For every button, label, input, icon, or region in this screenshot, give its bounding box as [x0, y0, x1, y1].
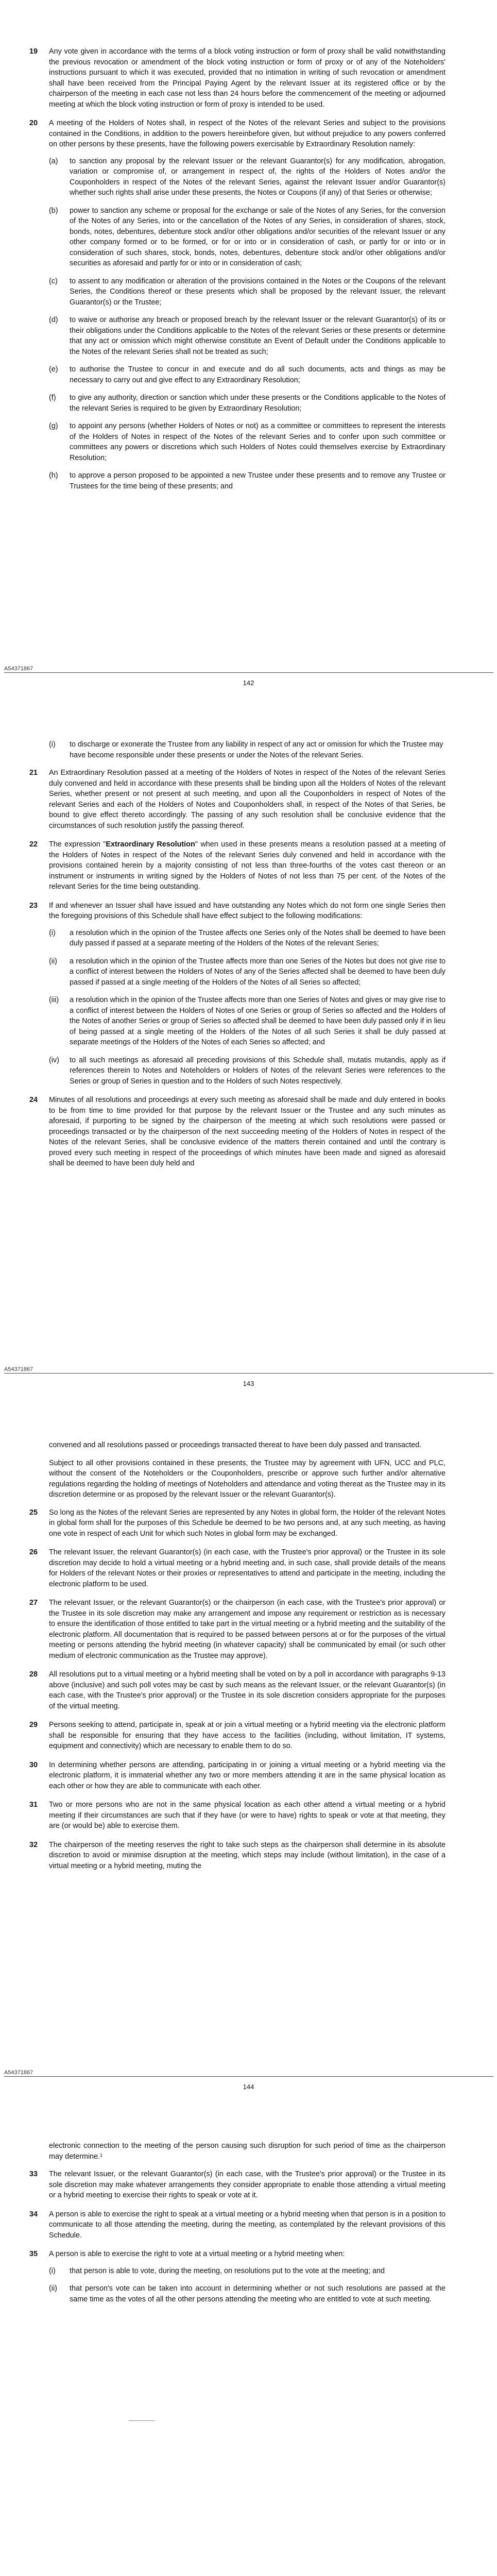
clause-28 — [29, 1669, 445, 1711]
page-145 — [0, 2112, 497, 2576]
clause-paragraph: If and whenever an Issuer shall have issued and have outstanding any Notes which do not form one single Series then the foregoing provisions of this Schedule shall have effect subject to the following modifications: — [49, 901, 445, 920]
sub-clause-d — [49, 315, 445, 357]
sub-clause-label: (ii) — [49, 2284, 57, 2293]
clause-number: 31 — [29, 1801, 38, 1809]
clause-29 — [29, 1720, 445, 1752]
sub-clause-text: a resolution which in the opinion of the Trustee affects more than one Series of Notes and gives or may give rise to a conflict of interest between the Holders of Notes of one Series or group of Series so affected and the Holders of the Notes of another Series or group of Series so affected shall be deemed to have been duly passed only if in lieu of being passed at a single meeting of the Holders of the Notes of all such Series it shall be duly passed at separate meetings of the Holders of the Notes of each Series so affected; and — [70, 996, 445, 1046]
clause-paragraph: The relevant Issuer, or the relevant Guarantor(s) (in each case, with the Trustee's prior approval) or the Trustee in its sole discretion may make whatever arrangements they consider appropriate to enable those attending a virtual meeting or a hybrid meeting to exercise their rights to speak or vote at it. — [49, 2170, 445, 2199]
clause-35 — [29, 2249, 445, 2304]
sub-clause-c — [49, 276, 445, 308]
sub-clause-label: (b) — [49, 206, 58, 215]
continued-paragraph: convened and all resolutions passed or proceedings transacted thereat to have been duly passed and transacted. — [49, 1441, 422, 1449]
clause-31 — [29, 1800, 445, 1832]
sub-clause-i — [49, 2266, 445, 2277]
clause-number: 25 — [29, 1508, 38, 1517]
sub-clause-i — [49, 928, 445, 949]
sub-clause-label: (f) — [49, 394, 56, 402]
sub-clause-text: to approve a person proposed to be appointed a new Trustee under these presents and to remove any Trustee or Trustees for the time being of these presents; and — [70, 471, 445, 490]
clause-paragraph: So long as the Notes of the relevant Series are represented by any Notes in global form, the Holder of the relevant Notes in global form shall for the purposes of this Schedule be deemed to be two persons and, at any such meeting, as having one vote in respect of each Unit for which such Notes in global form may be exchanged. — [49, 1508, 445, 1538]
page-143 — [0, 708, 497, 1412]
sub-clause-list — [49, 156, 445, 492]
clause-number: 34 — [29, 2210, 38, 2218]
clause-19 — [29, 46, 445, 110]
clause-paragraph: Two or more persons who are not in the same physical location as each other attend a virtual meeting or a hybrid meeting if their circumstances are such that if they have (or were to have) rights to speak or vote at that meeting, they are (or would be) able to exercise them. — [49, 1801, 445, 1830]
regulations-paragraph: Subject to all other provisions contained in these presents, the Trustee may by agreement with UFN, UCC and PLC, without the consent of the Noteholders or the Couponholders, prescribe or approve such further and/or alternative regulations regarding the holding of meetings of Noteholders and attendance and voting thereat as the Trustee may in its discretion determine or as proposed by the relevant Issuer or the relevant Guarantor(s). — [49, 1459, 445, 1499]
page-number: 142 — [243, 679, 254, 687]
page-footer-rule — [4, 672, 493, 673]
clause-26 — [29, 1547, 445, 1589]
sub-clause-label: (ii) — [49, 957, 57, 965]
sub-clause-e — [49, 364, 445, 385]
document-reference: A54371867 — [4, 666, 33, 672]
clause-20 — [29, 118, 445, 492]
page-number: 143 — [243, 1380, 254, 1387]
sub-clause-text: to authorise the Trustee to concur in and execute and do all such documents, acts and things as may be necessary to carry out and give effect to any Extraordinary Resolution; — [70, 365, 445, 384]
clause-number: 24 — [29, 1096, 38, 1104]
clause-21 — [29, 768, 445, 831]
clause-number: 23 — [29, 901, 38, 910]
sub-clause-label: (d) — [49, 316, 58, 324]
sub-clause-a — [49, 156, 445, 198]
clause-33 — [29, 2169, 445, 2201]
clause-number: 33 — [29, 2170, 38, 2178]
sub-clause-label: (iii) — [49, 996, 59, 1004]
document-reference: A54371867 — [4, 2070, 33, 2076]
clause-number: 22 — [29, 840, 38, 849]
sub-clause-f — [49, 393, 445, 414]
sub-clause-text: to all such meetings as aforesaid all preceding provisions of this Schedule shall, mutatis mutandis, apply as if references therein to Notes and Noteholders or Holders of Notes of the relevant Series were references to the Series or group of Series in question and to the Holders of such Notes respectively. — [70, 1056, 445, 1086]
page-144 — [0, 1412, 497, 2112]
page-footer-rule — [4, 2076, 493, 2077]
sub-clause-text: to waive or authorise any breach or proposed breach by the relevant Issuer or the relevant Guarantor(s) of its or their obligations under the Conditions applicable to the Notes of the relevant Series or these presents or determine that any act or omission which might otherwise constitute an Event of Default under the Conditions applicable to the Notes of the relevant Series shall not be treated as such; — [70, 316, 445, 356]
sub-clause-label: (i) — [49, 2266, 56, 2275]
sub-clause-text: to appoint any persons (whether Holders of Notes or not) as a committee or committees to represent the interests of the Holders of Notes in respect of the Notes of the relevant Series and to confer upon such committee or committees any powers or discretions which such Holders of Notes could themselves exercise by Extraordinary Resolution; — [70, 422, 445, 462]
sub-clause-label: (i) — [49, 928, 56, 937]
sub-clause-label: (c) — [49, 277, 58, 285]
sub-clause-label: (a) — [49, 157, 58, 165]
continued-sub-clause — [49, 739, 445, 760]
page-143-content — [0, 739, 497, 1177]
sub-clause-list — [49, 2266, 445, 2305]
sub-clause-text: that person is able to vote, during the meeting, on resolutions put to the vote at the meeting; and — [70, 2266, 385, 2275]
document-reference: A54371867 — [4, 1366, 33, 1372]
page-142 — [0, 0, 497, 708]
clause-paragraph: A person is able to exercise the right to speak at a virtual meeting or a hybrid meeting when that person is in a position to communicate to all those attending the meeting, during the meeting, as contemplated by the relevant provisions of this Schedule. — [49, 2210, 445, 2240]
clause-number: 30 — [29, 1760, 38, 1769]
page-number: 144 — [243, 2083, 254, 2091]
sub-clause-text: power to sanction any scheme or proposal for the exchange or sale of the Notes of any Series, for the conversion of the Notes of any Series, into or the cancellation of the Notes of any Series, in consideration of shares, stock, bonds, notes, debentures, debenture stock and/or other obligations and/or securities of the relevant Issuer or any other company formed or to be formed, or for or into or in consideration of cash, or partly for or into or in consideration of such shares, stock, bonds, notes, debentures, debenture stock and/or other obligations and/or securities as aforesaid and partly for or into or in consideration of cash; — [70, 206, 445, 267]
sub-clause-label: (g) — [49, 422, 58, 430]
clause-paragraph: Persons seeking to attend, participate in, speak at or join a virtual meeting or a hybrid meeting via the electronic platform shall be responsible for ensuring that they have access to the facilities (including, without limitation, IT systems, equipment and connectivity) which are necessary to enable them to do so. — [49, 1721, 445, 1750]
sub-clause-label: (e) — [49, 365, 58, 374]
clause-number: 26 — [29, 1548, 38, 1556]
clause-number: 28 — [29, 1670, 38, 1679]
clause-number: 27 — [29, 1599, 38, 1607]
page-footer-rule — [4, 1373, 493, 1374]
sub-clause-i — [49, 739, 445, 760]
sub-clause-g — [49, 421, 445, 463]
clause-32 — [29, 1840, 445, 1872]
clause-paragraph: A meeting of the Holders of Notes shall, in respect of the Notes of the relevant Series and subject to the provisions contained in the Conditions, in addition to the powers hereinbefore given, but without prejudice to any powers conferred on other persons by these presents, have the following powers exercisable by Extraordinary Resolution namely: — [49, 119, 445, 148]
clause-34 — [29, 2209, 445, 2241]
page-142-content — [0, 46, 497, 500]
sub-clause-h — [49, 470, 445, 492]
sub-clause-text: a resolution which in the opinion of the Trustee affects one Series only of the Notes shall be deemed to have been duly passed if passed at a separate meeting of the Holders of the Notes of the relevant Series; — [70, 928, 445, 947]
clause-paragraph: Minutes of all resolutions and proceedings at every such meeting as aforesaid shall be made and duly entered in books to be from time to time provided for that purpose by the relevant Issuer or the Trustee and any such minutes as aforesaid, if purporting to be signed by the chairperson of the meeting at which such resolutions were passed or proceedings transacted or by the chairperson of the next succeeding meeting of the Holders of Notes in respect of the Notes of the relevant Series, shall be conclusive evidence of the matters therein contained and until the contrary is proved every such meeting in respect of the proceedings of which minutes have been made and signed as aforesaid shall be deemed to have been duly held and — [49, 1096, 445, 1167]
clause-23 — [29, 901, 445, 1087]
clause-30 — [29, 1760, 445, 1792]
clause-number: 21 — [29, 769, 38, 777]
sub-clause-text: a resolution which in the opinion of the Trustee affects more than one Series of the Notes but does not give rise to a conflict of interest between the Holders of Notes of any of the Series affected shall be deemed to have been duly passed if passed at a single meeting of the Holders of the Notes of all Series so affected; — [70, 957, 445, 987]
clause-number: 32 — [29, 1840, 38, 1849]
sub-clause-text: that person's vote can be taken into account in determining whether or not such resolutions are passed at the same time as the votes of all the other persons attending the meeting who are entitled to vote at such meeting. — [70, 2284, 445, 2303]
clause-27 — [29, 1598, 445, 1661]
clause-22 — [29, 839, 446, 892]
sub-clause-label: (h) — [49, 471, 58, 480]
clause-paragraph: A person is able to exercise the right to vote at a virtual meeting or a hybrid meeting when: — [49, 2250, 345, 2258]
sub-clause-list — [49, 928, 445, 1087]
sub-clause-text: to give any authority, direction or sanction which under these presents or the Conditions applicable to the Notes of the relevant Series is required to be given by Extraordinary Resolution; — [70, 394, 445, 413]
continued-paragraph: electronic connection to the meeting of the person causing such disruption for such period of time as the chairperson may determine.¹ — [49, 2142, 445, 2161]
clause-paragraph: All resolutions put to a virtual meeting or a hybrid meeting shall be voted on by a poll in accordance with paragraphs 9-13 above (inclusive) and such poll votes may be cast by such means as the relevant Issuer, or the relevant Guarantor(s) (in each case, with the Trustee's prior approval) or the Trustee in its sole discretion considers appropriate for the purposes of the virtual meeting. — [49, 1670, 445, 1710]
page-145-content — [0, 2141, 497, 2313]
sub-clause-text: to sanction any proposal by the relevant Issuer or the relevant Guarantor(s) for any modification, abrogation, variation or compromise of, or arrangement in respect of, the rights of the Holders of Notes and/or the Couponholders in respect of the Notes of the relevant Series, against the relevant Issuer and/or Guarantor(s) whether such rights shall arise under these presents, the Notes or Coupons (if any) of that Series or otherwise; — [70, 157, 445, 197]
sub-clause-text: to assent to any modification or alteration of the provisions contained in the Notes or the Coupons of the relevant Series, the Conditions thereof or these presents which shall be proposed by the relevant Issuer, the relevant Guarantor(s) or the Trustee; — [70, 277, 445, 307]
clause-paragraph: In determining whether persons are attending, participating in or joining a virtual meeting or a hybrid meeting via the electronic platform, it is immaterial whether any two or more members attending it are in the same physical location as each other or how they are able to communicate with each other. — [49, 1760, 445, 1790]
clause-paragraph: The chairperson of the meeting reserves the right to take such steps as the chairperson shall determine in its absolute discretion to avoid or minimise disruption at the meeting, which steps may include (without limitation), in the case of a virtual meeting or a hybrid meeting, muting the — [49, 1840, 445, 1870]
clause-paragraph: Any vote given in accordance with the terms of a block voting instruction or form of proxy shall be valid notwithstanding the previous revocation or amendment of the block voting instruction or form of proxy or of any of the Noteholders' instructions pursuant to which it was executed, provided that no intimation in writing of such revocation or amendment shall have been received from the Principal Paying Agent by the relevant Issuer at its registered office or by the chairperson of the meeting in each case not less than 24 hours before the commencement of the meeting or adjourned meeting at which the block voting instruction or form of proxy is intended to be used. — [49, 47, 445, 109]
clause-paragraph: The relevant Issuer, or the relevant Guarantor(s) or the chairperson (in each case, with the Trustee's prior approval) or the Trustee in its sole discretion may make any arrangement and impose any requirement or restriction as is necessary to ensure the identification of those entitled to take part in the virtual meeting or a hybrid meeting and the suitability of the electronic platform. All documentation that is required to be passed between persons at or for the purposes of the virtual meeting or persons attending the hybrid meeting (in whatever capacity) shall be communicated by email (or such other medium of electronic communication as the Trustee may approve). — [49, 1599, 445, 1660]
sub-clause-text: to discharge or exonerate the Trustee from any liability in respect of any act or omission for which the Trustee may have become responsible under these presents or under the Notes of the relevant Series. — [70, 740, 443, 759]
sub-clause-b — [49, 206, 445, 269]
clause-number: 35 — [29, 2250, 38, 2258]
sub-clause-ii — [49, 2283, 445, 2304]
clause-number: 29 — [29, 1721, 38, 1729]
sub-clause-iii — [49, 995, 445, 1048]
sub-clause-label: (iv) — [49, 1056, 59, 1064]
clause-number: 20 — [29, 119, 38, 127]
clause-paragraph: An Extraordinary Resolution passed at a meeting of the Holders of Notes in respect of the Notes of the relevant Series duly convened and held in accordance with these presents shall be binding upon all the Holders of Notes of the relevant Series, whether present or not present at such meeting, and upon all the Couponholders in respect of Notes of the relevant Series and each of the Holders of Notes and Couponholders shall, in respect of the Notes of that Series, be bound to give effect thereto accordingly. The passing of any such resolution shall be conclusive evidence that the circumstances of such resolution justify the passing thereof. — [49, 769, 445, 830]
clause-25 — [29, 1507, 445, 1539]
clause-paragraph: The relevant Issuer, the relevant Guarantor(s) (in each case, with the Trustee's prior approval) or the Trustee in its sole discretion may decide to hold a virtual meeting or a hybrid meeting and, in such case, shall provide details of the means for Holders of the relevant Notes or their proxies or representatives to attend and participate in the meeting, including the electronic platform to be used. — [49, 1548, 445, 1588]
sub-clause-iv — [49, 1055, 445, 1087]
defined-term: Extraordinary Resolution — [106, 840, 195, 849]
sub-clause-ii — [49, 956, 445, 988]
page-144-content — [0, 1440, 497, 1879]
section-divider — [129, 2420, 155, 2421]
sub-clause-label: (i) — [49, 740, 56, 749]
clause-24 — [29, 1095, 445, 1169]
clause-paragraph: The expression "Extraordinary Resolution" when used in these presents means a resolution passed at a meeting of the Holders of Notes in respect of the Notes of the relevant Series duly convened and held in accordance with the provisions contained herein by a majority consisting of not less than three-fourths of the votes cast thereon or an instrument or instruments in writing signed by the Holders of Notes of not less than 75 per cent. of the Notes of the relevant Series for the time being outstanding. — [49, 840, 446, 891]
clause-number: 19 — [29, 47, 38, 56]
